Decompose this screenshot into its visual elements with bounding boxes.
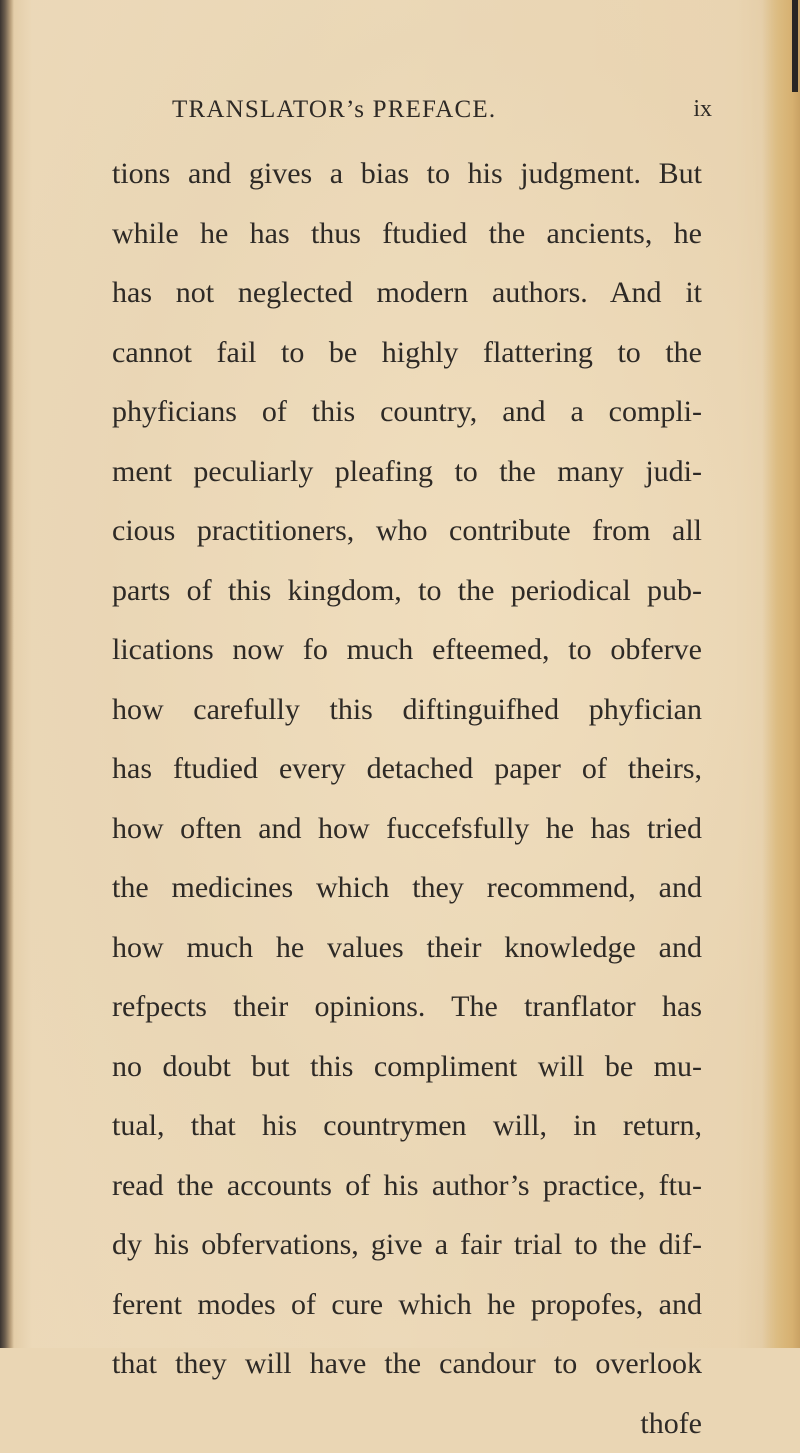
text-line: how carefully this diftinguifhed phyfician (112, 680, 702, 740)
text-line: parts of this kingdom, to the periodical pub- (112, 561, 702, 621)
text-line: has ftudied every detached paper of theirs, (112, 739, 702, 799)
text-line: no doubt but this compliment will be mu- (112, 1037, 702, 1097)
catchword: thofe (112, 1394, 702, 1453)
text-line: that they will have the candour to overlook (112, 1334, 702, 1394)
text-line: read the accounts of his author’s practice, ftu- (112, 1156, 702, 1216)
text-line: ment peculiarly pleafing to the many judi- (112, 442, 702, 502)
text-line: tual, that his countrymen will, in return, (112, 1096, 702, 1156)
text-line: ferent modes of cure which he propofes, and (112, 1275, 702, 1335)
header-title: TRANSLATOR’s PREFACE. (172, 96, 496, 124)
text-line: the medicines which they recommend, and (112, 858, 702, 918)
body-text (112, 144, 702, 1453)
page-number: ix (693, 96, 712, 123)
text-line: how much he values their knowledge and (112, 918, 702, 978)
text-line: tions and gives a bias to his judgment. But (112, 144, 702, 204)
text-line: cious practitioners, who contribute from all (112, 501, 702, 561)
running-header (172, 96, 712, 130)
text-line: lications now fo much efteemed, to obferve (112, 620, 702, 680)
text-line: cannot fail to be highly flattering to the (112, 323, 702, 383)
text-line: how often and how fuccefsfully he has tried (112, 799, 702, 859)
text-line: dy his obfervations, give a fair trial to the dif- (112, 1215, 702, 1275)
text-line: has not neglected modern authors. And it (112, 263, 702, 323)
edge-mark (792, 0, 798, 92)
text-line: refpects their opinions. The tranflator has (112, 977, 702, 1037)
page-edge (762, 0, 800, 1348)
binding-edge (0, 0, 14, 1348)
text-line: while he has thus ftudied the ancients, he (112, 204, 702, 264)
text-line: phyficians of this country, and a compli- (112, 382, 702, 442)
